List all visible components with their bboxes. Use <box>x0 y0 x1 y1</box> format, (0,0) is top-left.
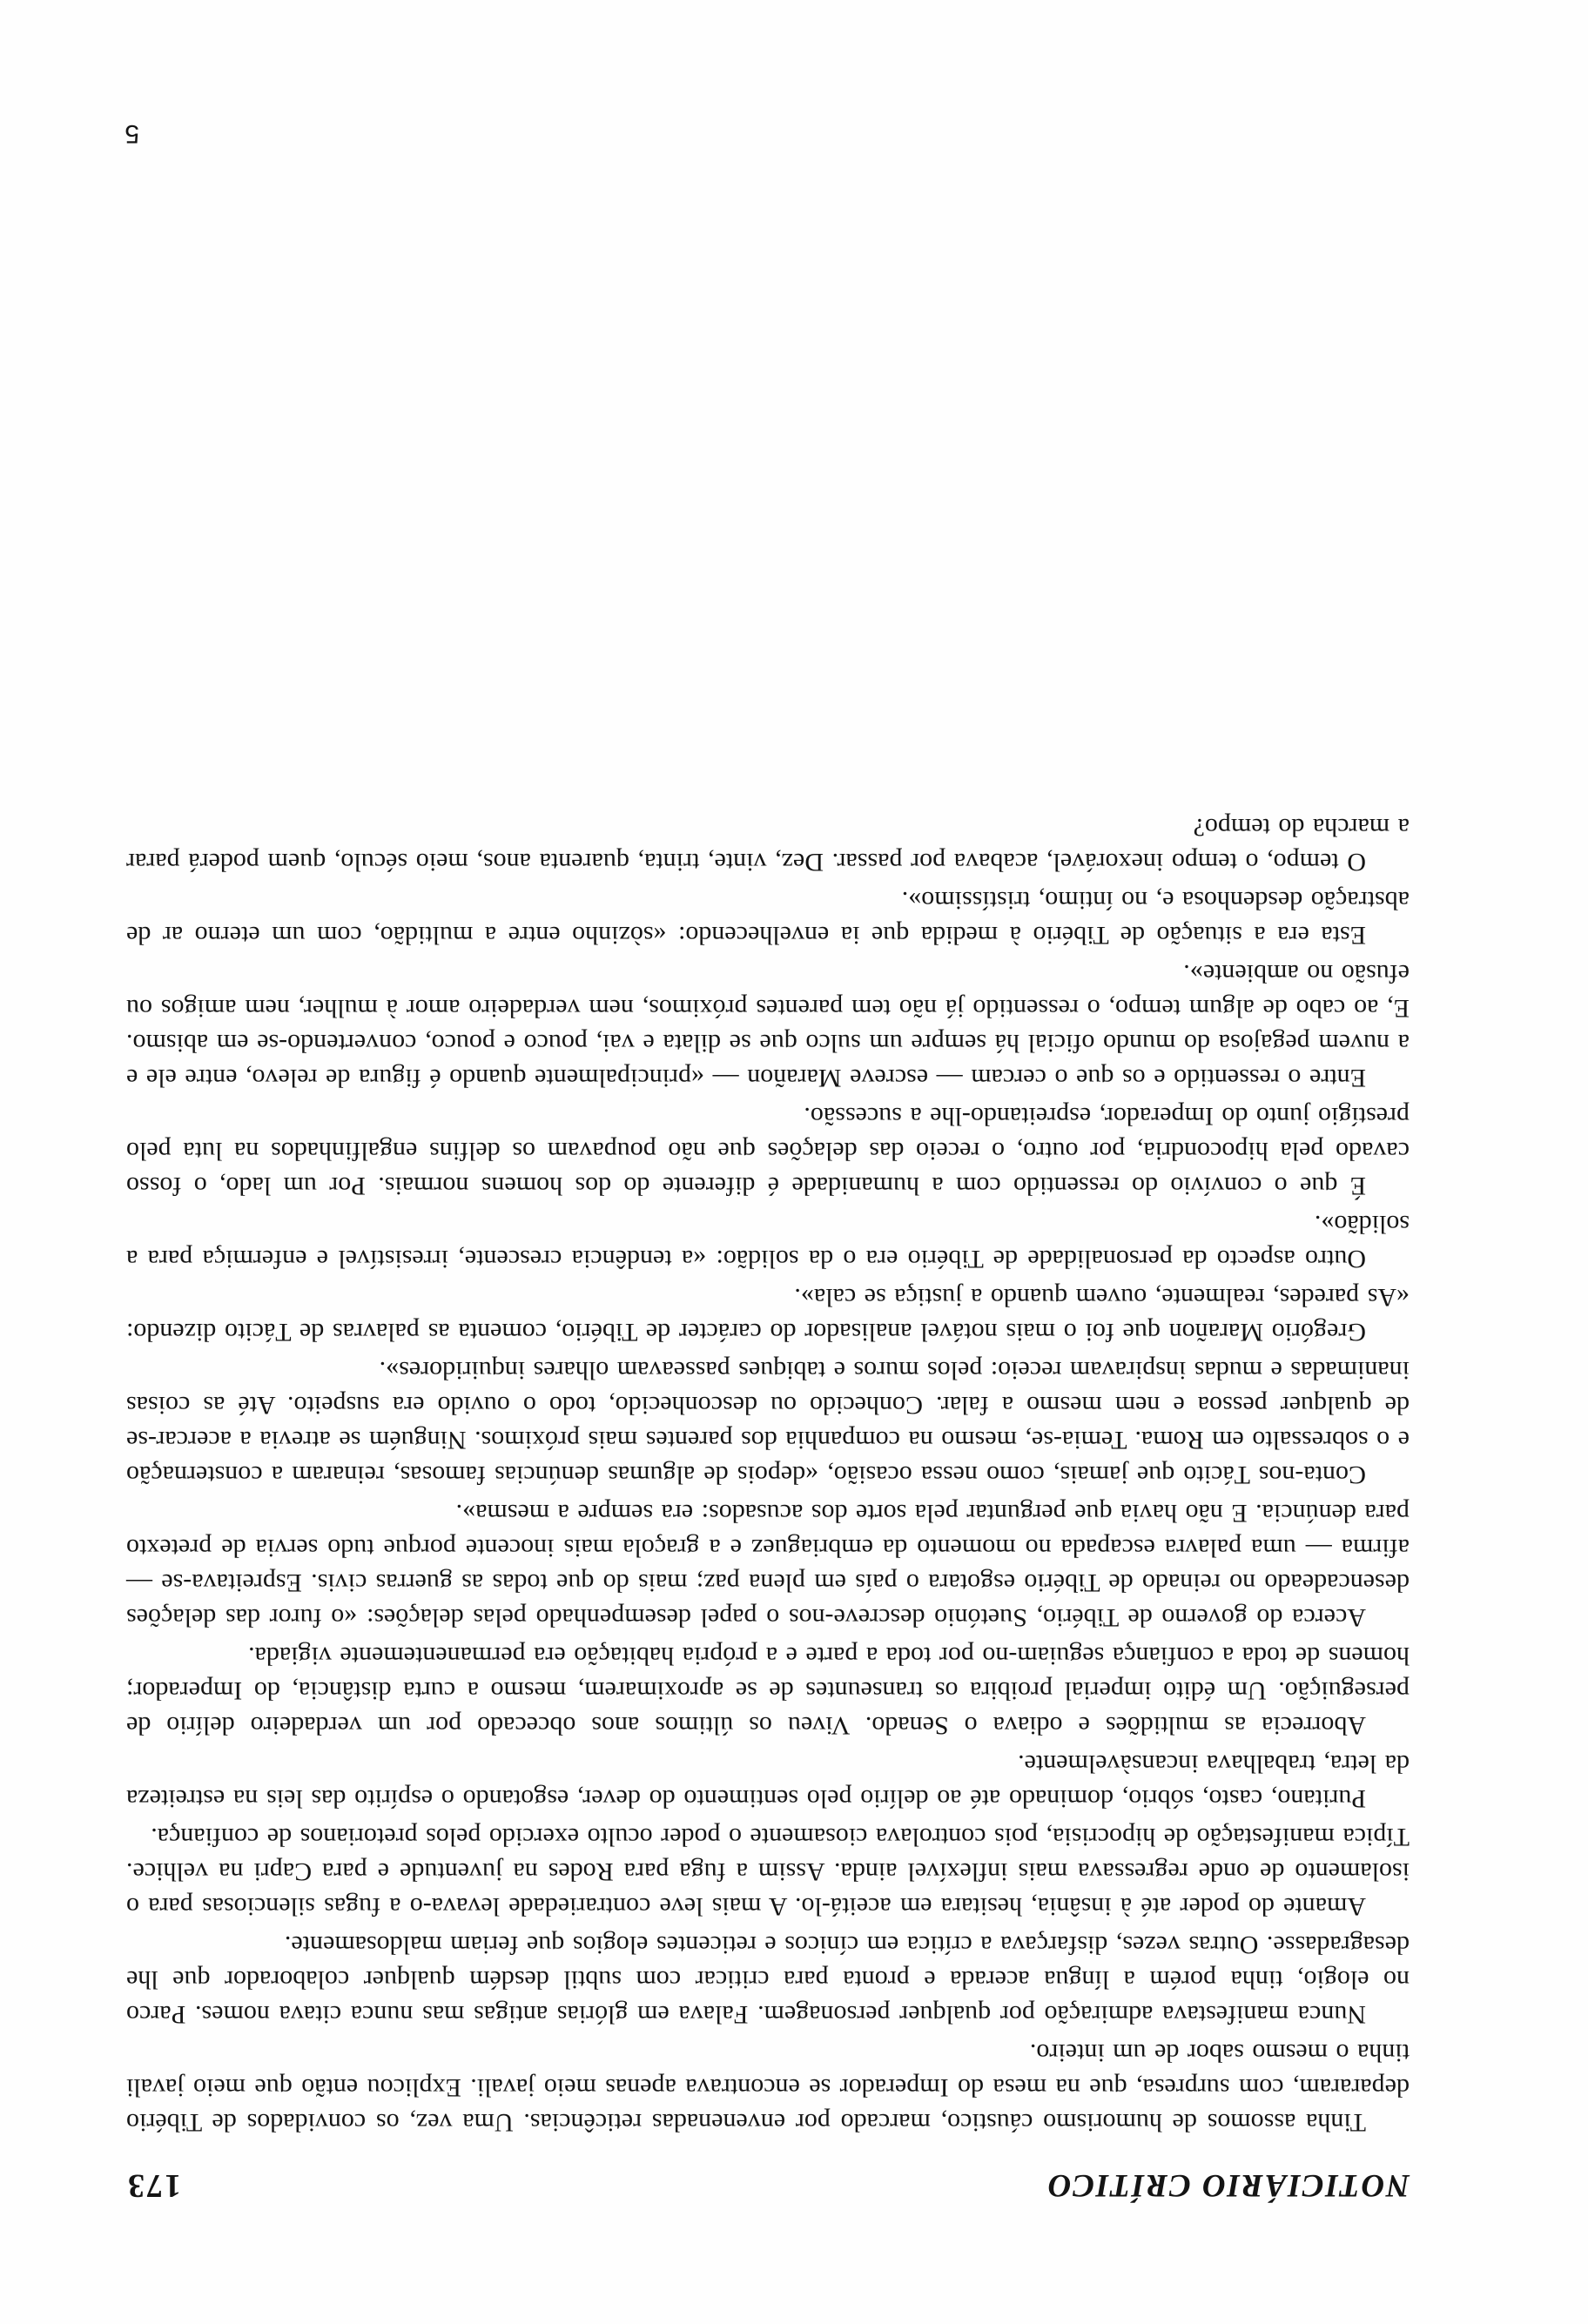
paragraph: Esta era a situação de Tibério à medida que ia envelhecendo: «sòzinho entre a multidão, com um eterno ar de abstração desdenhosa e, no íntimo, tristíssimo». <box>126 886 1410 950</box>
paragraph: Puritano, casto, sóbrio, dominado até ao delírio pelo sentimento do dever, esgotando o espírito das leis na estreiteza da letra, trabalhava incansàvelmente. <box>126 1750 1410 1813</box>
paragraph: Aborrecia as multidões e odiava o Senado. Viveu os últimos anos obcecado por um verdadeiro delírio de perseguição. Um édito imperial proibira os transeuntes de se aproximarem, mesmo a curta distância, do Imperador; homens de toda a confiança seguiam-no por toda a parte e a própria habitação era permanentemente vigiada. <box>126 1642 1410 1740</box>
paragraph: Acerca do governo de Tibério, Suetónio descreve-nos o papel desempenhado pelas delações: «o furor das delações desencadeado no reinado de Tibério esgotara o país em plena paz; mais do que todas as guerras civis. Espreitava-se — afirma — uma palavra escapada no momento da embriaguez e a graçola mais inocente porque tudo servia de pretexto para denúncia. E não havia que perguntar pela sorte dos acusados: era sempre a mesma». <box>126 1499 1410 1632</box>
page-header <box>126 2161 1410 2205</box>
paragraph: Outro aspecto da personalidade de Tibério era o da solidão: «a tendência crescente, irresistível e enfermiça para a solidão». <box>126 1210 1410 1273</box>
paragraph: Entre o ressentido e os que o cercam — escreve Marañon — «principalmente quando é figura de relevo, entre ele e a nuvem pegajosa do mundo oficial há sempre um sulco que se dilata e vai, pouco e pouco, convertendo-se em abismo. E, ao cabo de algum tempo, o ressentido já não tem parentes próximos, nem verdadeiro amor à mulher, nem amigos ou efusão no ambiente». <box>126 959 1410 1092</box>
page-number: 173 <box>126 2167 181 2204</box>
running-title: NOTICIÁRIO CRÍTICO <box>1046 2167 1410 2203</box>
signature-mark: 5 <box>124 119 139 148</box>
paragraph: Tinha assomos de humorismo cáustico, marcado por envenenadas reticências. Uma vez, os convidados de Tibério depararam, com surpresa, que na mesa do Imperador se encontrava apenas meio javali. Explicou então que meio javali tinha o mesmo sabor de um inteiro. <box>126 2039 1410 2137</box>
paragraph: Conta-nos Tácito que jamais, como nessa ocasião, «depois de algumas denúncias famosas, reinaram a consternação e o sobressalto em Roma. Temia-se, mesmo na companhia dos parentes mais próximos. Ninguém se atrevia a acercar-se de qualquer pessoa e nem mesmo a falar. Conhecido ou desconhecido, todo o ouvido era suspeito. Até as coisas inanimadas e mudas inspiravam receio: pelos muros e tabiques passeavam olhares inquiridores». <box>126 1356 1410 1489</box>
paragraph: Nunca manifestava admiração por qualquer personagem. Falava em glórias antigas mas nunca citava nomes. Parco no elogio, tinha porém a língua acerada e pronta para criticar com subtil desdém qualquer colaborador que lhe desagradasse. Outras vezes, disfarçava a crítica em cínicos e reticentes elogios que feriam maldosamente. <box>126 1931 1410 2029</box>
paragraph: Gregório Marañon que foi o mais notável analisador do carácter de Tibério, comenta as palavras de Tácito dizendo: «As paredes, realmente, ouvem quando a justiça se cala». <box>126 1283 1410 1347</box>
paragraph: O tempo, o tempo inexorável, acabava por passar. Dez, vinte, trinta, quarenta anos, meio século, quem poderá parar a marcha do tempo? <box>126 813 1410 877</box>
body-text <box>126 806 1410 2139</box>
paragraph: Amante do poder até à insânia, hesitara em aceitá-lo. A mais leve contrariedade levava-o a fugas silenciosas para o isolamento de onde regressava mais inflexível ainda. Assim a fuga para Rodes na juventude e para Capri na velhice. Típica manifestação de hipocrisia, pois controlava ciosamente o poder oculto exercido pelos pretorianos de confiança. <box>126 1823 1410 1921</box>
paragraph: É que o convívio do ressentido com a humanidade é diferente do dos homens normais. Por um lado, o fosso cavado pela hipocondria, por outro, o receio das delações que não poupavam os delfins engalfinhados na luta pelo prestígio junto do Imperador, espreitando-lhe a sucessão. <box>126 1102 1410 1200</box>
